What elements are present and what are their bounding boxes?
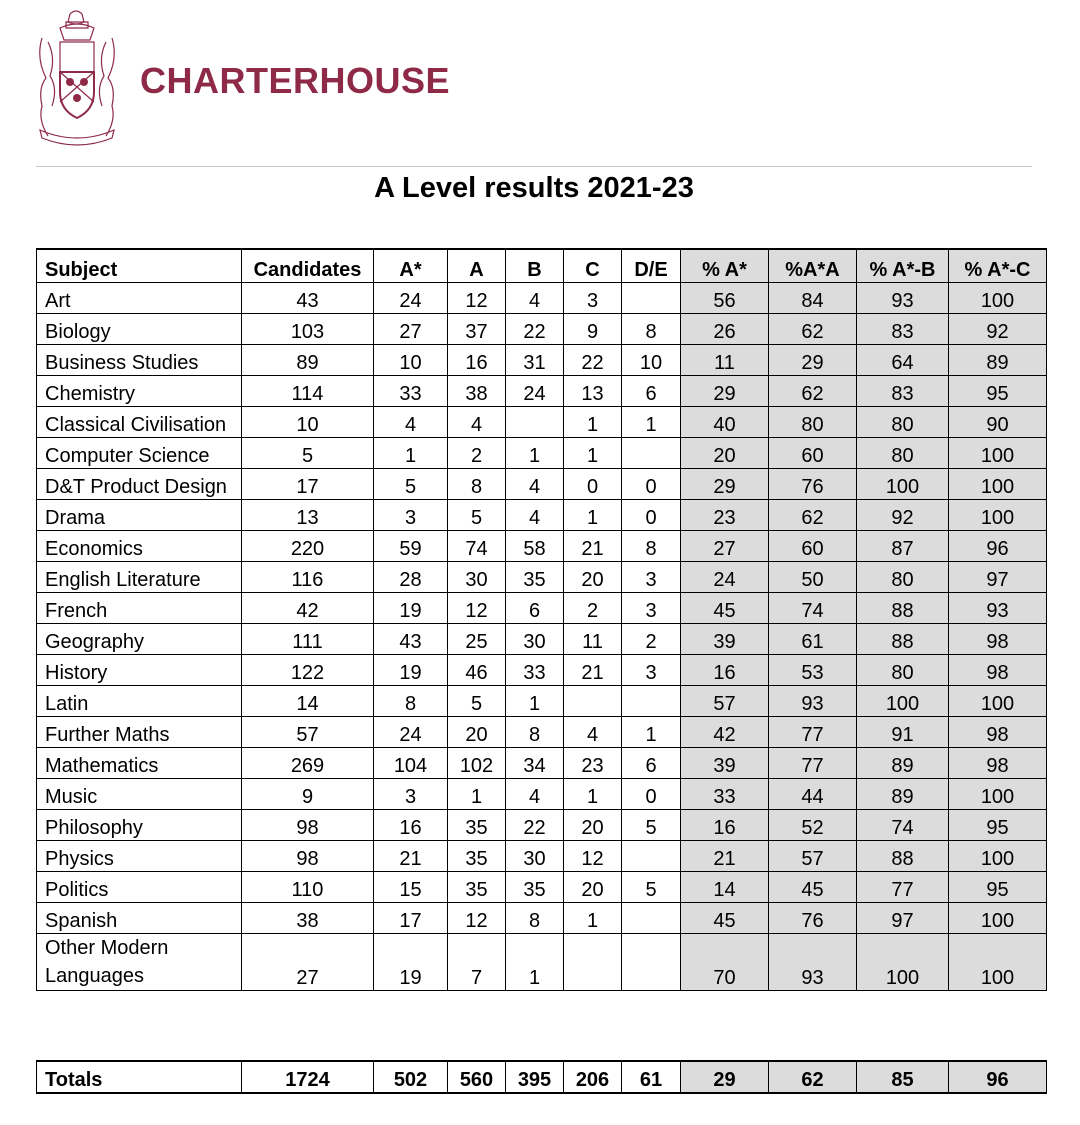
value-cell: 29 (769, 345, 857, 376)
value-cell: 64 (857, 345, 949, 376)
subject-cell: D&T Product Design (37, 469, 242, 500)
header-cell: % A*-B (857, 249, 949, 283)
value-cell: 74 (448, 531, 506, 562)
value-cell: 15 (374, 872, 448, 903)
page-title: A Level results 2021-23 (374, 172, 694, 204)
value-cell: 30 (506, 624, 564, 655)
header-cell: Candidates (242, 249, 374, 283)
value-cell: 21 (564, 655, 622, 686)
value-cell: 93 (769, 686, 857, 717)
value-cell: 5 (374, 469, 448, 500)
value-cell: 12 (448, 593, 506, 624)
value-cell: 3 (564, 283, 622, 314)
value-cell: 100 (857, 686, 949, 717)
table-row (37, 500, 1047, 531)
header-cell: %A*A (769, 249, 857, 283)
value-cell: 4 (506, 500, 564, 531)
value-cell: 1 (564, 438, 622, 469)
value-cell: 35 (448, 872, 506, 903)
value-cell: 8 (506, 903, 564, 934)
value-cell: 100 (949, 686, 1047, 717)
value-cell: 102 (448, 748, 506, 779)
subject-cell: History (37, 655, 242, 686)
value-cell: 269 (242, 748, 374, 779)
table-row (37, 872, 1047, 903)
table-row (37, 841, 1047, 872)
totals-value: 560 (448, 1061, 506, 1093)
subject-cell: Biology (37, 314, 242, 345)
value-cell: 80 (857, 562, 949, 593)
value-cell: 98 (949, 748, 1047, 779)
value-cell: 95 (949, 872, 1047, 903)
value-cell (506, 407, 564, 438)
value-cell: 84 (769, 283, 857, 314)
value-cell: 77 (857, 872, 949, 903)
value-cell: 1 (506, 438, 564, 469)
value-cell: 39 (681, 748, 769, 779)
header-cell: Subject (37, 249, 242, 283)
value-cell: 17 (374, 903, 448, 934)
value-cell: 59 (374, 531, 448, 562)
totals-value: 61 (622, 1061, 681, 1093)
value-cell: 16 (374, 810, 448, 841)
value-cell: 38 (448, 376, 506, 407)
header-cell: % A*-C (949, 249, 1047, 283)
value-cell: 61 (769, 624, 857, 655)
value-cell: 11 (564, 624, 622, 655)
value-cell: 100 (949, 438, 1047, 469)
value-cell: 8 (622, 314, 681, 345)
value-cell: 43 (242, 283, 374, 314)
value-cell: 12 (448, 283, 506, 314)
totals-value: 502 (374, 1061, 448, 1093)
value-cell: 21 (374, 841, 448, 872)
value-cell: 13 (564, 376, 622, 407)
value-cell: 4 (506, 779, 564, 810)
value-cell: 16 (448, 345, 506, 376)
value-cell: 13 (242, 500, 374, 531)
table-row (37, 624, 1047, 655)
value-cell (622, 686, 681, 717)
value-cell: 38 (242, 903, 374, 934)
value-cell: 8 (622, 531, 681, 562)
value-cell: 1 (448, 779, 506, 810)
value-cell: 23 (564, 748, 622, 779)
totals-value: 62 (769, 1061, 857, 1093)
table-row (37, 562, 1047, 593)
totals-value: 85 (857, 1061, 949, 1093)
value-cell: 98 (242, 841, 374, 872)
value-cell: 5 (622, 810, 681, 841)
value-cell: 16 (681, 810, 769, 841)
value-cell: 19 (374, 934, 448, 991)
value-cell: 24 (681, 562, 769, 593)
subject-cell: Chemistry (37, 376, 242, 407)
value-cell: 88 (857, 593, 949, 624)
value-cell: 89 (242, 345, 374, 376)
table-header-row (37, 249, 1047, 283)
value-cell: 56 (681, 283, 769, 314)
value-cell: 97 (949, 562, 1047, 593)
value-cell: 45 (769, 872, 857, 903)
value-cell: 8 (506, 717, 564, 748)
value-cell (622, 934, 681, 991)
value-cell: 1 (564, 903, 622, 934)
header-cell: C (564, 249, 622, 283)
value-cell: 5 (448, 500, 506, 531)
value-cell: 21 (564, 531, 622, 562)
value-cell: 100 (949, 934, 1047, 991)
value-cell: 5 (448, 686, 506, 717)
value-cell: 33 (374, 376, 448, 407)
table-row (37, 934, 1047, 991)
value-cell: 27 (374, 314, 448, 345)
table-row (37, 717, 1047, 748)
totals-value: 29 (681, 1061, 769, 1093)
value-cell: 57 (242, 717, 374, 748)
subject-cell: Business Studies (37, 345, 242, 376)
header-cell: D/E (622, 249, 681, 283)
table-row (37, 314, 1047, 345)
value-cell: 2 (448, 438, 506, 469)
value-cell: 1 (622, 407, 681, 438)
value-cell: 9 (242, 779, 374, 810)
header-cell: A* (374, 249, 448, 283)
value-cell: 111 (242, 624, 374, 655)
value-cell: 4 (506, 283, 564, 314)
subject-cell: Art (37, 283, 242, 314)
value-cell: 35 (506, 872, 564, 903)
value-cell: 52 (769, 810, 857, 841)
subject-cell: Geography (37, 624, 242, 655)
value-cell: 31 (506, 345, 564, 376)
value-cell: 8 (448, 469, 506, 500)
value-cell (564, 686, 622, 717)
value-cell: 89 (857, 779, 949, 810)
table-row (37, 438, 1047, 469)
value-cell: 23 (681, 500, 769, 531)
value-cell: 100 (949, 283, 1047, 314)
value-cell: 83 (857, 314, 949, 345)
value-cell: 95 (949, 376, 1047, 407)
subject-cell: Physics (37, 841, 242, 872)
value-cell: 110 (242, 872, 374, 903)
value-cell (564, 934, 622, 991)
table-row (37, 593, 1047, 624)
value-cell: 42 (681, 717, 769, 748)
results-table (36, 248, 1047, 991)
value-cell: 100 (857, 934, 949, 991)
value-cell: 29 (681, 469, 769, 500)
value-cell: 6 (506, 593, 564, 624)
value-cell: 28 (374, 562, 448, 593)
value-cell: 10 (374, 345, 448, 376)
value-cell: 77 (769, 717, 857, 748)
subject-cell: Latin (37, 686, 242, 717)
value-cell: 89 (857, 748, 949, 779)
value-cell: 14 (681, 872, 769, 903)
table-row (37, 469, 1047, 500)
value-cell: 100 (949, 500, 1047, 531)
value-cell: 2 (622, 624, 681, 655)
totals-table (36, 1060, 1047, 1094)
value-cell: 74 (857, 810, 949, 841)
value-cell: 8 (374, 686, 448, 717)
table-row (37, 779, 1047, 810)
value-cell: 24 (374, 717, 448, 748)
value-cell: 7 (448, 934, 506, 991)
value-cell: 29 (681, 376, 769, 407)
subject-cell: Computer Science (37, 438, 242, 469)
value-cell: 35 (448, 810, 506, 841)
value-cell: 17 (242, 469, 374, 500)
value-cell: 0 (622, 500, 681, 531)
subject-cell: Classical Civilisation (37, 407, 242, 438)
value-cell: 35 (448, 841, 506, 872)
value-cell: 20 (681, 438, 769, 469)
value-cell: 3 (622, 655, 681, 686)
value-cell: 1 (506, 686, 564, 717)
value-cell: 37 (448, 314, 506, 345)
value-cell: 80 (857, 407, 949, 438)
subject-cell: Spanish (37, 903, 242, 934)
value-cell: 100 (949, 779, 1047, 810)
subject-cell: Other Modern Languages (37, 934, 242, 991)
subject-cell: Drama (37, 500, 242, 531)
value-cell: 62 (769, 500, 857, 531)
value-cell: 26 (681, 314, 769, 345)
value-cell: 98 (242, 810, 374, 841)
value-cell: 88 (857, 841, 949, 872)
value-cell: 14 (242, 686, 374, 717)
value-cell: 80 (769, 407, 857, 438)
value-cell (622, 283, 681, 314)
value-cell: 100 (949, 903, 1047, 934)
table-row (37, 655, 1047, 686)
value-cell: 10 (622, 345, 681, 376)
value-cell: 5 (242, 438, 374, 469)
value-cell: 57 (681, 686, 769, 717)
value-cell: 92 (857, 500, 949, 531)
value-cell: 96 (949, 531, 1047, 562)
value-cell: 24 (374, 283, 448, 314)
value-cell: 70 (681, 934, 769, 991)
value-cell: 80 (857, 438, 949, 469)
subject-cell: Mathematics (37, 748, 242, 779)
header-divider (36, 166, 1032, 167)
value-cell: 98 (949, 717, 1047, 748)
value-cell: 100 (949, 469, 1047, 500)
brand-name: CHARTERHOUSE (140, 60, 451, 101)
value-cell: 4 (374, 407, 448, 438)
value-cell (622, 841, 681, 872)
subject-cell: Music (37, 779, 242, 810)
value-cell: 57 (769, 841, 857, 872)
value-cell: 95 (949, 810, 1047, 841)
value-cell: 87 (857, 531, 949, 562)
value-cell: 74 (769, 593, 857, 624)
value-cell: 20 (448, 717, 506, 748)
header-cell: B (506, 249, 564, 283)
table-row (37, 345, 1047, 376)
value-cell: 20 (564, 810, 622, 841)
value-cell: 1 (564, 500, 622, 531)
value-cell: 27 (681, 531, 769, 562)
table-row (37, 376, 1047, 407)
table-row (37, 810, 1047, 841)
value-cell: 0 (622, 779, 681, 810)
value-cell: 40 (681, 407, 769, 438)
value-cell: 58 (506, 531, 564, 562)
value-cell: 1 (564, 407, 622, 438)
value-cell: 76 (769, 469, 857, 500)
value-cell: 10 (242, 407, 374, 438)
value-cell: 16 (681, 655, 769, 686)
value-cell: 98 (949, 624, 1047, 655)
value-cell: 20 (564, 872, 622, 903)
value-cell: 44 (769, 779, 857, 810)
value-cell: 93 (857, 283, 949, 314)
value-cell: 62 (769, 314, 857, 345)
value-cell: 1 (374, 438, 448, 469)
value-cell: 60 (769, 531, 857, 562)
value-cell: 1 (506, 934, 564, 991)
value-cell: 92 (949, 314, 1047, 345)
value-cell: 1 (564, 779, 622, 810)
value-cell: 46 (448, 655, 506, 686)
value-cell: 45 (681, 593, 769, 624)
table-row (37, 283, 1047, 314)
value-cell: 22 (564, 345, 622, 376)
value-cell: 97 (857, 903, 949, 934)
value-cell: 88 (857, 624, 949, 655)
subject-cell: French (37, 593, 242, 624)
value-cell: 0 (622, 469, 681, 500)
subject-cell: English Literature (37, 562, 242, 593)
value-cell: 19 (374, 655, 448, 686)
totals-label: Totals (37, 1061, 242, 1093)
value-cell: 98 (949, 655, 1047, 686)
value-cell: 22 (506, 314, 564, 345)
charterhouse-crest-icon (30, 8, 124, 154)
value-cell: 25 (448, 624, 506, 655)
value-cell: 93 (949, 593, 1047, 624)
value-cell: 6 (622, 376, 681, 407)
totals-value: 96 (949, 1061, 1047, 1093)
subject-cell: Philosophy (37, 810, 242, 841)
value-cell (622, 903, 681, 934)
value-cell: 4 (448, 407, 506, 438)
value-cell: 33 (681, 779, 769, 810)
value-cell: 116 (242, 562, 374, 593)
value-cell: 2 (564, 593, 622, 624)
table-row (37, 903, 1047, 934)
value-cell: 91 (857, 717, 949, 748)
subject-cell: Economics (37, 531, 242, 562)
value-cell: 12 (564, 841, 622, 872)
value-cell: 27 (242, 934, 374, 991)
value-cell: 34 (506, 748, 564, 779)
value-cell: 9 (564, 314, 622, 345)
subject-cell: Further Maths (37, 717, 242, 748)
value-cell: 53 (769, 655, 857, 686)
value-cell: 100 (949, 841, 1047, 872)
value-cell: 100 (857, 469, 949, 500)
totals-value: 206 (564, 1061, 622, 1093)
value-cell: 3 (374, 500, 448, 531)
value-cell: 220 (242, 531, 374, 562)
value-cell: 3 (622, 593, 681, 624)
value-cell: 103 (242, 314, 374, 345)
totals-row (37, 1061, 1047, 1093)
value-cell: 43 (374, 624, 448, 655)
value-cell: 104 (374, 748, 448, 779)
value-cell: 11 (681, 345, 769, 376)
value-cell: 62 (769, 376, 857, 407)
value-cell: 45 (681, 903, 769, 934)
value-cell: 4 (506, 469, 564, 500)
table-row (37, 407, 1047, 438)
value-cell: 20 (564, 562, 622, 593)
value-cell: 122 (242, 655, 374, 686)
value-cell: 42 (242, 593, 374, 624)
value-cell: 21 (681, 841, 769, 872)
totals-value: 395 (506, 1061, 564, 1093)
value-cell: 80 (857, 655, 949, 686)
value-cell: 89 (949, 345, 1047, 376)
value-cell: 60 (769, 438, 857, 469)
value-cell: 30 (506, 841, 564, 872)
value-cell: 39 (681, 624, 769, 655)
table-row (37, 686, 1047, 717)
value-cell (622, 438, 681, 469)
value-cell: 33 (506, 655, 564, 686)
value-cell: 93 (769, 934, 857, 991)
header-cell: A (448, 249, 506, 283)
value-cell: 90 (949, 407, 1047, 438)
value-cell: 6 (622, 748, 681, 779)
subject-cell: Politics (37, 872, 242, 903)
value-cell: 35 (506, 562, 564, 593)
totals-value: 1724 (242, 1061, 374, 1093)
value-cell: 12 (448, 903, 506, 934)
table-row (37, 748, 1047, 779)
value-cell: 3 (374, 779, 448, 810)
value-cell: 0 (564, 469, 622, 500)
value-cell: 19 (374, 593, 448, 624)
value-cell: 114 (242, 376, 374, 407)
value-cell: 76 (769, 903, 857, 934)
value-cell: 22 (506, 810, 564, 841)
value-cell: 83 (857, 376, 949, 407)
table-row (37, 531, 1047, 562)
value-cell: 3 (622, 562, 681, 593)
value-cell: 5 (622, 872, 681, 903)
value-cell: 50 (769, 562, 857, 593)
header-cell: % A* (681, 249, 769, 283)
value-cell: 30 (448, 562, 506, 593)
value-cell: 24 (506, 376, 564, 407)
value-cell: 1 (622, 717, 681, 748)
value-cell: 4 (564, 717, 622, 748)
value-cell: 77 (769, 748, 857, 779)
